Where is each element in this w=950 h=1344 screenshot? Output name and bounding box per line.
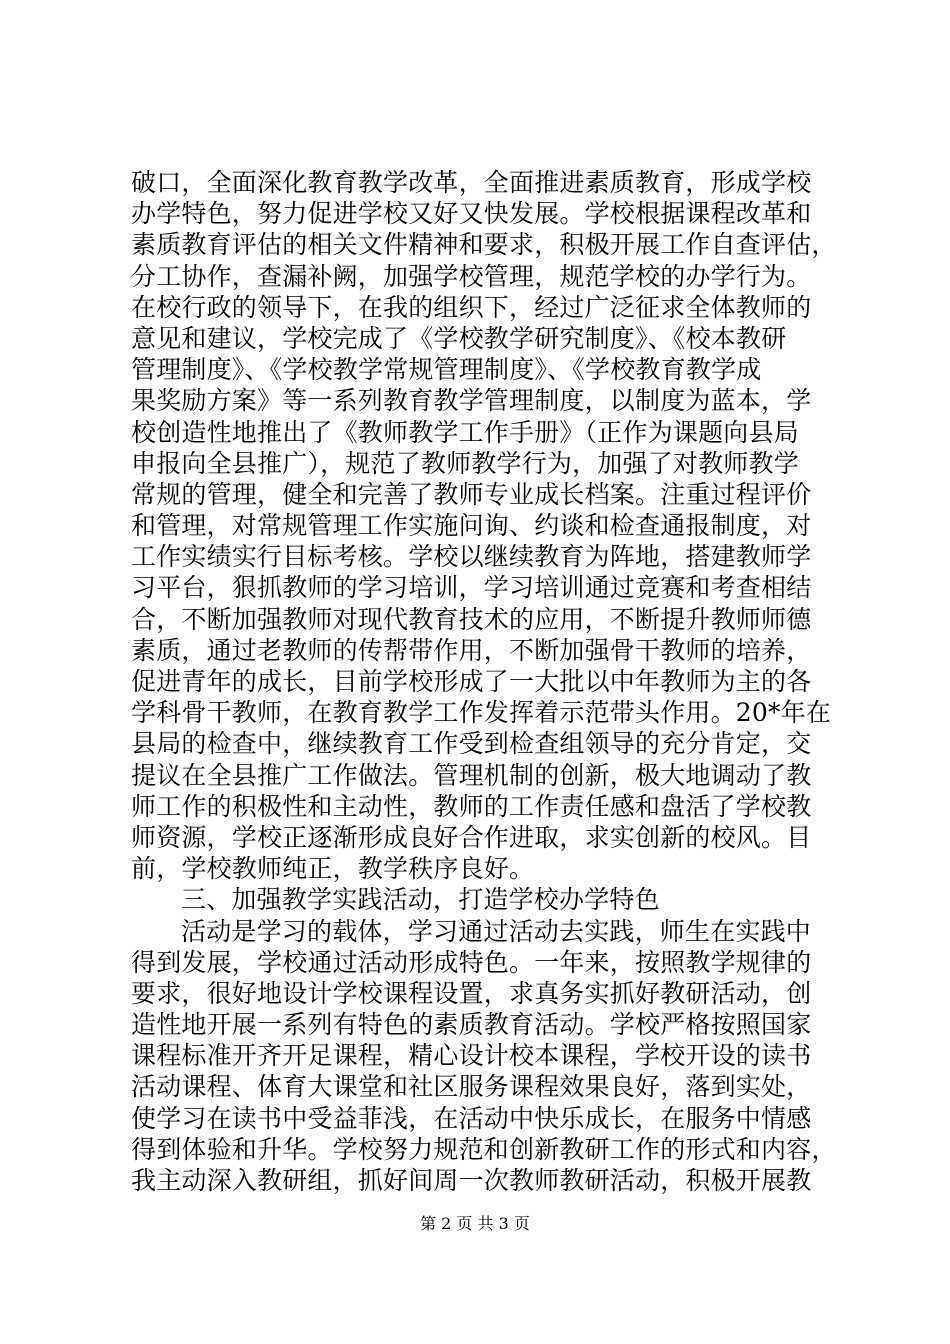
text-line: 和管理，对常规管理工作实施问询、约谈和检查通报制度，对 bbox=[131, 511, 812, 541]
text-line: 师资源，学校正逐渐形成良好合作进取，求实创新的校风。目 bbox=[131, 822, 812, 852]
text-line: 县局的检查中，继续教育工作受到检查组领导的充分肯定，交 bbox=[131, 729, 812, 759]
text-line: 合，不断加强教师对现代教育技术的应用，不断提升教师师德 bbox=[131, 604, 812, 634]
text-line: 素质教育评估的相关文件精神和要求，积极开展工作自查评估， bbox=[131, 230, 837, 260]
document-body bbox=[131, 167, 837, 1196]
text-line: 学科骨干教师，在教育教学工作发挥着示范带头作用。20*年在 bbox=[131, 698, 832, 728]
text-line: 得到体验和升华。学校努力规范和创新教研工作的形式和内容， bbox=[131, 1134, 837, 1164]
text-line: 校创造性地推出了《教师教学工作手册》（正作为课题向县局 bbox=[131, 417, 799, 447]
text-line: 得到发展，学校通过活动形成特色。一年来，按照教学规律的 bbox=[131, 947, 812, 977]
section-heading: 三、加强教学实践活动，打造学校办学特色 bbox=[181, 885, 660, 915]
text-line: 造性地开展一系列有特色的素质教育活动。学校严格按照国家 bbox=[131, 1010, 812, 1040]
text-line: 师工作的积极性和主动性，教师的工作责任感和盘活了学校教 bbox=[131, 791, 812, 821]
text-line: 要求，很好地设计学校课程设置，求真务实抓好教研活动，创 bbox=[131, 978, 812, 1008]
text-line: 申报向全县推广），规范了教师教学行为，加强了对教师教学 bbox=[131, 448, 799, 478]
text-line: 促进青年的成长，目前学校形成了一大批以中年教师为主的各 bbox=[131, 667, 812, 696]
text-line: 习平台，狠抓教师的学习培训，学习培训通过竞赛和考查相结 bbox=[131, 573, 812, 603]
text-line: 意见和建议，学校完成了《学校教学研究制度》、《校本教研 bbox=[131, 323, 787, 353]
text-line: 使学习在读书中受益菲浅，在活动中快乐成长，在服务中情感 bbox=[131, 1103, 812, 1133]
text-line: 我主动深入教研组，抓好间周一次教师教研活动，积极开展教 bbox=[131, 1166, 812, 1195]
page-number-footer: 第 2 页 共 3 页 bbox=[420, 1214, 530, 1233]
text-line: 前，学校教师纯正，教学秩序良好。 bbox=[131, 854, 535, 884]
text-line: 课程标准开齐开足课程，精心设计校本课程，学校开设的读书 bbox=[131, 1041, 812, 1071]
text-line: 活动课程、体育大课堂和社区服务课程效果良好，落到实处， bbox=[131, 1072, 812, 1102]
text-line: 素质，通过老教师的传帮带作用，不断加强骨干教师的培养， bbox=[131, 635, 812, 665]
text-line: 办学特色，努力促进学校又好又快发展。学校根据课程改革和 bbox=[131, 199, 812, 229]
text-line: 在校行政的领导下，在我的组织下，经过广泛征求全体教师的 bbox=[131, 292, 812, 322]
text-line: 果奖励方案》等一系列教育教学管理制度，以制度为蓝本，学 bbox=[131, 386, 812, 416]
text-line: 提议在全县推广工作做法。管理机制的创新，极大地调动了教 bbox=[131, 760, 812, 790]
text-line: 分工协作，查漏补阙，加强学校管理，规范学校的办学行为。 bbox=[131, 261, 812, 291]
text-line: 管理制度》、《学校教学常规管理制度》、《学校教育教学成 bbox=[131, 355, 762, 385]
text-line: 破口，全面深化教育教学改革，全面推进素质教育，形成学校 bbox=[131, 168, 812, 197]
text-line: 常规的管理，健全和完善了教师专业成长档案。注重过程评价 bbox=[131, 479, 812, 509]
text-line: 工作实绩实行目标考核。学校以继续教育为阵地，搭建教师学 bbox=[131, 542, 812, 572]
text-line: 活动是学习的载体，学习通过活动去实践，师生在实践中 bbox=[181, 916, 812, 946]
